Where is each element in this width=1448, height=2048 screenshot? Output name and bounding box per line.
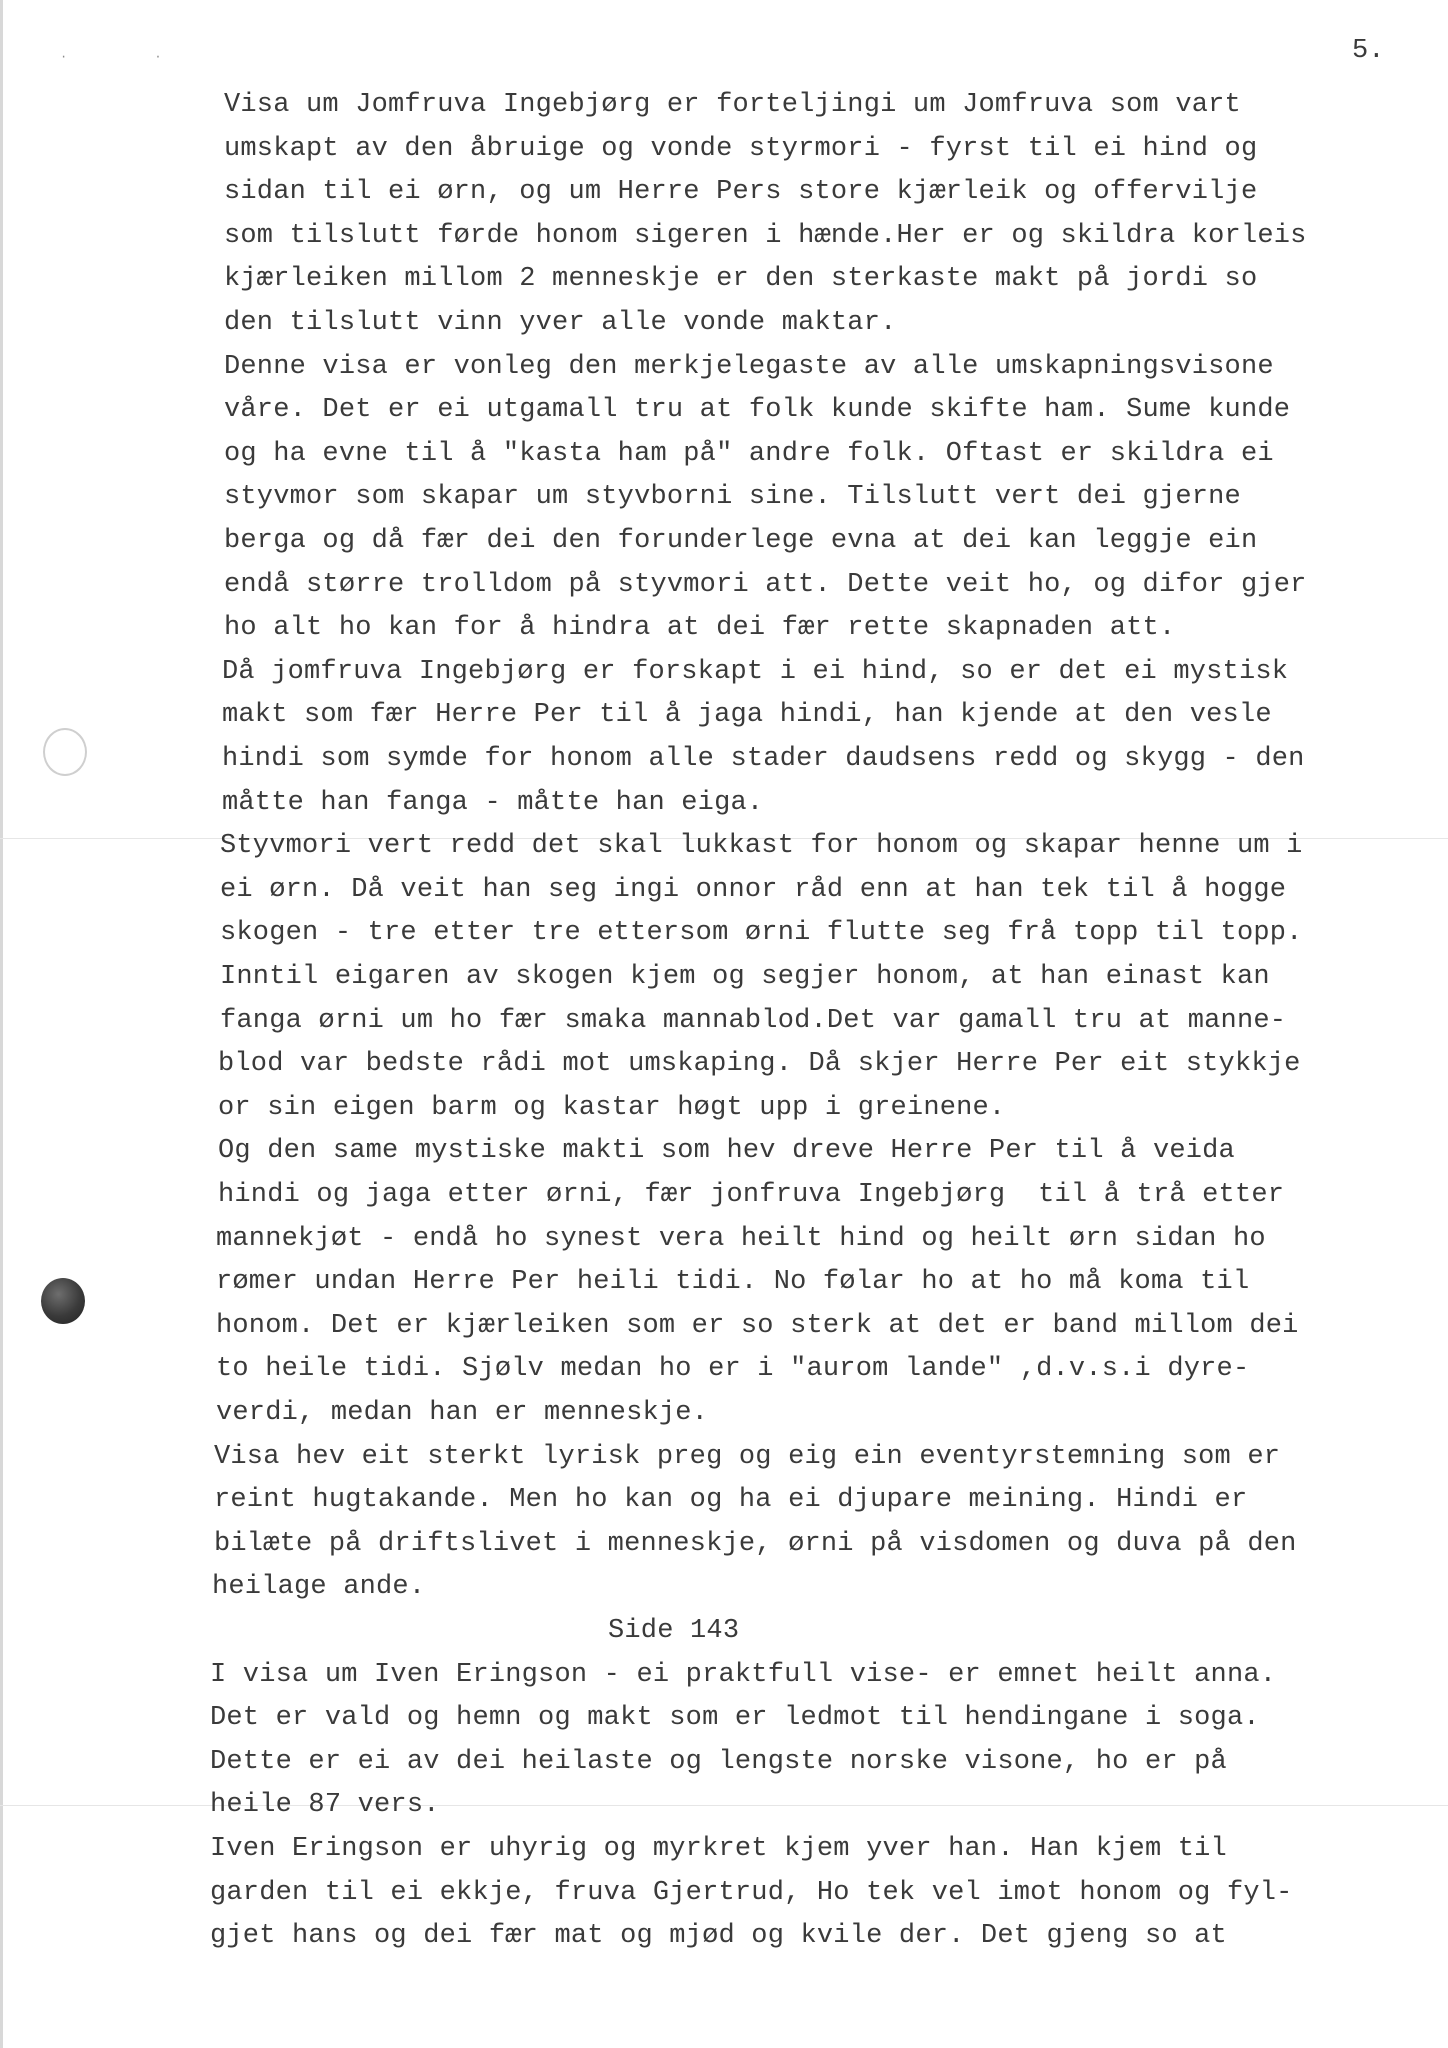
text-line: kjærleiken millom 2 menneskje er den sterkaste makt på jordi so <box>224 264 1258 295</box>
text-line: berga og då fær dei den forunderlege evna at dei kan leggje ein <box>224 526 1258 556</box>
text-line: som tilslutt førde honom sigeren i hænde.Her er og skildra korleis <box>224 220 1307 251</box>
punch-hole-empty <box>43 728 87 776</box>
text-line: Inntil eigaren av skogen kjem og segjer honom, at han einast kan <box>220 962 1270 992</box>
text-line: makt som fær Herre Per til å jaga hindi, han kjende at den vesle <box>222 700 1272 731</box>
text-line: skogen - tre etter tre ettersom ørni flutte seg frå topp til topp. <box>220 918 1303 949</box>
text-line: ho alt ho kan for å hindra at dei fær rette skapnaden att. <box>224 613 1176 644</box>
text-line: heilage ande. <box>212 1572 426 1603</box>
text-line: to heile tidi. Sjølv medan ho er i "aurom lande" ,d.v.s.i dyre- <box>216 1354 1250 1385</box>
text-line: Styvmori vert redd det skal lukkast for honom og skapar henne um i <box>220 831 1303 862</box>
text-line: reint hugtakande. Men ho kan og ha ei djupare meining. Hindi er <box>214 1485 1248 1516</box>
text-line: bilæte på driftslivet i menneskje, ørni på visdomen og duva på den <box>214 1528 1297 1559</box>
text-line: Visa hev eit sterkt lyrisk preg og eig ein eventyrstemning som er <box>214 1441 1281 1472</box>
text-line: Då jomfruva Ingebjørg er forskapt i ei hind, so er det ei mystisk <box>222 656 1289 687</box>
text-line: heile 87 vers. <box>210 1790 440 1821</box>
text-line: Iven Eringson er uhyrig og myrkret kjem yver han. Han kjem til <box>210 1834 1227 1864</box>
text-line: styvmor som skapar um styvborni sine. Tilslutt vert dei gjerne <box>224 482 1241 513</box>
punch-hole-filled <box>41 1278 85 1324</box>
text-line: blod var bedste rådi mot umskaping. Då skjer Herre Per eit stykkje <box>218 1049 1301 1080</box>
text-line: verdi, medan han er menneskje. <box>216 1398 709 1428</box>
text-line: Og den same mystiske makti som hev dreve Herre Per til å veida <box>218 1136 1235 1167</box>
text-line: honom. Det er kjærleiken som er so sterk at det er band millom dei <box>216 1310 1299 1341</box>
text-line: måtte han fanga - måtte han eiga. <box>222 787 764 818</box>
text-line: garden til ei ekkje, fruva Gjertrud, Ho tek vel imot honom og fyl- <box>210 1877 1293 1908</box>
text-line: den tilslutt vinn yver alle vonde maktar. <box>224 308 897 338</box>
page-left-edge <box>0 0 3 2048</box>
text-line: umskapt av den åbruige og vonde styrmori - fyrst til ei hind og <box>224 133 1258 164</box>
text-line: fanga ørni um ho fær smaka mannablod.Det var gamall tru at manne- <box>220 1005 1287 1036</box>
text-line: or sin eigen barm og kastar høgt upp i greinene. <box>218 1092 1006 1123</box>
text-line: hindi som symde for honom alle stader daudsens redd og skygg - den <box>222 744 1305 774</box>
text-line: våre. Det er ei utgamall tru at folk kunde skifte ham. Sume kunde <box>224 395 1291 426</box>
text-line: gjet hans og dei fær mat og mjød og kvile der. Det gjeng so at <box>210 1921 1227 1952</box>
page-number: 5. <box>1352 36 1385 66</box>
text-line: Dette er ei av dei heilaste og lengste norske visone, ho er på <box>210 1746 1227 1777</box>
text-line: Det er vald og hemn og makt som er ledmot til hendingane i soga. <box>210 1703 1260 1734</box>
text-line: og ha evne til å "kasta ham på" andre folk. Oftast er skildra ei <box>224 438 1274 469</box>
text-line: hindi og jaga etter ørni, fær jonfruva Ingebjørg til å trå etter <box>218 1180 1285 1210</box>
text-line: endå større trolldom på styvmori att. Dette veit ho, og difor gjer <box>224 569 1307 600</box>
paper-specks: · · <box>60 50 202 64</box>
text-line: Side 143 <box>608 1616 740 1646</box>
text-line: I visa um Iven Eringson - ei praktfull vise- er emnet heilt anna. <box>210 1659 1277 1690</box>
text-line: Denne visa er vonleg den merkjelegaste av alle umskapningsvisone <box>224 351 1274 382</box>
text-line: sidan til ei ørn, og um Herre Pers store kjærleik og offervilje <box>224 177 1258 208</box>
text-line: Visa um Jomfruva Ingebjørg er forteljingi um Jomfruva som vart <box>224 90 1241 120</box>
text-line: rømer undan Herre Per heili tidi. No følar ho at ho må koma til <box>216 1267 1250 1298</box>
text-line: mannekjøt - endå ho synest vera heilt hind og heilt ørn sidan ho <box>216 1223 1266 1254</box>
text-line: ei ørn. Då veit han seg ingi onnor råd enn at han tek til å hogge <box>220 874 1287 905</box>
